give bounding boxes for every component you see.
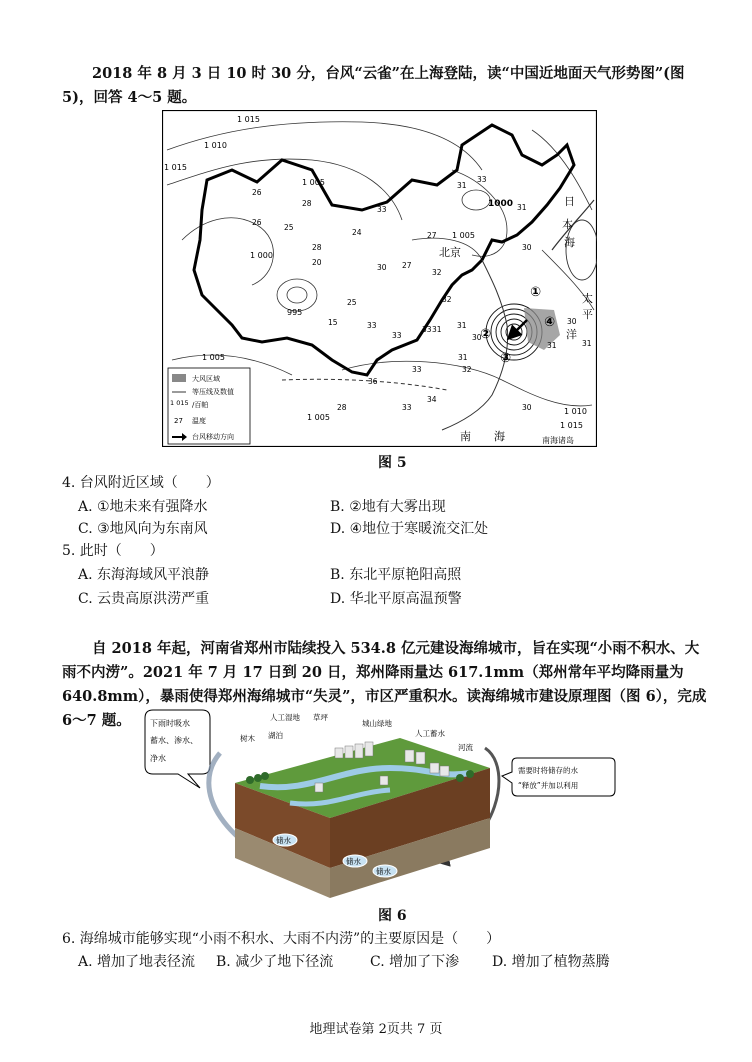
temperature-label: 15 xyxy=(328,318,338,327)
question-6-option-c: C. 增加了下渗 xyxy=(370,954,460,970)
temperature-label: 27 xyxy=(427,231,437,240)
question-5-option-a: A. 东海海域风平浪静 xyxy=(78,567,210,583)
temperature-label: 20 xyxy=(312,258,322,267)
temperature-label: 33 xyxy=(377,205,387,214)
left-bubble-line: 净水 xyxy=(150,754,166,763)
temperature-label: 31 xyxy=(582,339,592,348)
temperature-label: 26 xyxy=(252,218,262,227)
legend-swatch: 1 015 xyxy=(170,399,189,407)
temperature-label: 28 xyxy=(337,403,347,412)
temperature-label: 33 xyxy=(422,325,432,334)
legend-item: 大风区域 xyxy=(192,375,220,383)
temperature-label: 33 xyxy=(412,365,422,374)
label-hupo: 湖泊 xyxy=(268,731,283,740)
isobar-label: 995 xyxy=(287,308,303,317)
isobar-label: 1 005 xyxy=(302,178,325,187)
isobar-label: 1 010 xyxy=(564,407,587,416)
label-ping: 平 xyxy=(582,308,593,321)
label-xushui: 储水 xyxy=(276,836,291,845)
temperature-label: 30 xyxy=(522,243,532,252)
question-4-option-b: B. ②地有大雾出现 xyxy=(330,499,446,515)
weather-map xyxy=(162,110,597,447)
isobar-label: 1 005 xyxy=(202,353,225,362)
temperature-label: 30 xyxy=(567,317,577,326)
right-bubble-line: “释放”并加以利用 xyxy=(518,781,579,790)
label-ri: 日 xyxy=(564,195,575,208)
left-bubble-line: 蓄水、渗水、 xyxy=(150,736,198,745)
temperature-label: 24 xyxy=(352,228,362,237)
temperature-label: 27 xyxy=(402,261,412,270)
legend-item: /百帕 xyxy=(192,401,209,409)
temperature-label: 31 xyxy=(457,321,467,330)
label-ben: 本 xyxy=(562,218,573,231)
label-heliu: 河流 xyxy=(458,743,473,752)
temperature-label: 30 xyxy=(522,403,532,412)
legend-item: 温度 xyxy=(192,417,206,425)
isobar-label: 1000 xyxy=(488,199,514,209)
label-beijing: 北京 xyxy=(439,246,461,259)
temperature-label: 33 xyxy=(367,321,377,330)
temperature-label: 32 xyxy=(462,365,472,374)
temperature-label: 30 xyxy=(377,263,387,272)
temperature-label: 31 xyxy=(458,353,468,362)
left-bubble-line: 下雨时吸水 xyxy=(150,719,190,728)
marker-1: ① xyxy=(530,285,542,300)
right-bubble-line: 需要时将储存的水 xyxy=(518,766,578,775)
label-xushui: 储水 xyxy=(346,857,361,866)
temperature-label: 31 xyxy=(517,203,527,212)
question-6-stem: 6. 海绵城市能够实现“小雨不积水、大雨不内涝”的主要原因是（ ） xyxy=(62,931,501,947)
figure5-caption: 图 5 xyxy=(378,455,407,471)
legend-item: 等压线及数值 xyxy=(192,388,234,396)
left-speech-bubble xyxy=(145,710,210,788)
question-5-option-b: B. 东北平原艳阳高照 xyxy=(330,567,462,583)
temperature-label: 31 xyxy=(547,341,557,350)
question-5-option-c: C. 云贵高原洪涝严重 xyxy=(78,591,210,607)
isobar-label: 1 010 xyxy=(204,141,227,150)
marker-3: ③ xyxy=(500,351,512,366)
legend-swatch: 27 xyxy=(174,417,183,425)
label-nan: 南 xyxy=(460,430,471,443)
isobar-label: 1 015 xyxy=(560,421,583,430)
label-xushui: 储水 xyxy=(376,867,391,876)
temperature-label: 36 xyxy=(368,377,378,386)
question-6-option-a: A. 增加了地表径流 xyxy=(78,954,196,970)
temperature-label: 31 xyxy=(432,325,442,334)
isobar-label: 1 000 xyxy=(250,251,273,260)
temperature-label: 33 xyxy=(477,175,487,184)
page-footer: 地理试卷第 2页共 7 页 xyxy=(309,1022,443,1037)
isobar-label: 1 015 xyxy=(164,163,187,172)
temperature-label: 32 xyxy=(442,295,452,304)
sponge-city-diagram xyxy=(140,708,620,903)
label-nanhai-islands: 南海诸岛 xyxy=(542,436,574,445)
label-hai: 海 xyxy=(564,236,575,249)
temperature-label: 25 xyxy=(284,223,294,232)
temperature-label: 31 xyxy=(457,181,467,190)
label-nanhai: 海 xyxy=(494,430,505,443)
question-6-option-b: B. 减少了地下径流 xyxy=(216,954,334,970)
question-6-option-d: D. 增加了植物蒸腾 xyxy=(492,954,610,970)
question-4-stem: 4. 台风附近区域（ ） xyxy=(62,475,220,491)
label-rengong-shidi: 人工湿地 xyxy=(270,713,300,722)
label-shumu: 树木 xyxy=(240,734,255,743)
figure6-caption: 图 6 xyxy=(378,908,407,924)
isobar-label: 1 015 xyxy=(237,115,260,124)
temperature-label: 28 xyxy=(312,243,322,252)
isobar-label: 1 005 xyxy=(307,413,330,422)
map-legend xyxy=(168,368,250,444)
marker-2: ② xyxy=(480,327,492,342)
temperature-label: 28 xyxy=(302,199,312,208)
temperature-label: 26 xyxy=(252,188,262,197)
temperature-label: 32 xyxy=(432,268,442,277)
intro-paragraph-typhoon: 2018 年 8 月 3 日 10 时 30 分，台风“云雀”在上海登陆，读“中国近地面天气形势图”(图 5)，回答 4～5 题。 xyxy=(62,65,685,106)
right-speech-bubble xyxy=(502,758,615,796)
temperature-label: 33 xyxy=(402,403,412,412)
label-tai: 太 xyxy=(582,292,593,305)
question-4-option-c: C. ③地风向为东南风 xyxy=(78,521,208,537)
temperature-label: 33 xyxy=(392,331,402,340)
label-caoping: 草坪 xyxy=(313,713,328,722)
temperature-label: 30 xyxy=(472,333,482,342)
isobar-label: 1 005 xyxy=(452,231,475,240)
label-chengshan-lvdi: 城山绿地 xyxy=(362,719,392,728)
question-4-option-d: D. ④地位于寒暖流交汇处 xyxy=(330,521,489,537)
temperature-label: 25 xyxy=(347,298,357,307)
question-4-option-a: A. ①地未来有强降水 xyxy=(78,499,208,515)
question-5-option-d: D. 华北平原高温预警 xyxy=(330,591,462,607)
intro-paragraph-sponge-city: 自 2018 年起，河南省郑州市陆续投入 534.8 亿元建设海绵城市，旨在实现“小雨不积水、大雨不内涝”。2021 年 7 月 17 日到 20 日，郑州降雨量达 617.1mm（郑州常年平均降雨量为 640.8mm），暴雨使得郑州海绵城市“失灵”，市区严重积水。读海绵城市建设原理图（图 6），完成 6～7 题。 xyxy=(62,640,707,729)
question-5-stem: 5. 此时（ ） xyxy=(62,543,164,559)
label-rengong-xushui: 人工蓄水 xyxy=(415,729,445,738)
marker-4: ④ xyxy=(544,315,556,330)
label-yang: 洋 xyxy=(566,328,577,341)
temperature-label: 34 xyxy=(427,395,437,404)
legend-item: 台风移动方向 xyxy=(192,433,234,441)
